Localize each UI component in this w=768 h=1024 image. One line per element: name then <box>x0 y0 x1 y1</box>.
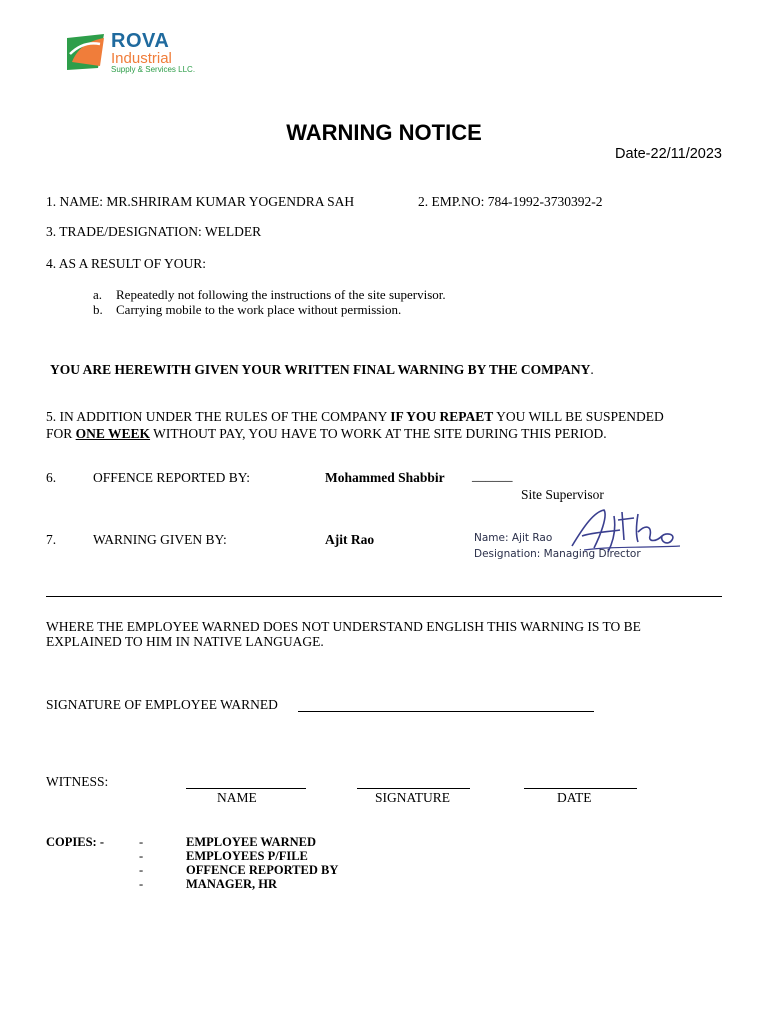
clause-5-text-c: FOR <box>46 426 76 441</box>
signature-name-text: Name: Ajit Rao <box>474 532 553 544</box>
logo-name-subtitle: Supply & Services LLC. <box>111 65 196 74</box>
warning-given-name: Ajit Rao <box>325 532 375 547</box>
clause-5-bold-repeat: IF YOU REPAET <box>390 409 494 424</box>
employee-number: 2. EMP.NO: 784-1992-3730392-2 <box>418 194 603 209</box>
offence-blank-line: ______ <box>472 468 513 483</box>
copies-label: COPIES: - <box>46 835 104 849</box>
signature-designation-text: Designation: Managing Director <box>474 548 641 560</box>
trade-designation: 3. TRADE/DESIGNATION: WELDER <box>46 224 262 239</box>
offence-reporter-name: Mohammed Shabbir <box>325 470 445 485</box>
copies-dash-4: - <box>139 877 144 891</box>
logo-name-rova: ROVA <box>111 30 170 52</box>
logo-emblem <box>64 32 108 72</box>
logo-name-industrial: Industrial <box>111 50 172 67</box>
company-logo <box>64 30 214 78</box>
warning-given-label: WARNING GIVEN BY: <box>93 532 227 547</box>
witness-date-line[interactable] <box>524 788 637 789</box>
copies-dash-2: - <box>139 849 144 863</box>
offence-label: OFFENCE REPORTED BY: <box>93 470 250 485</box>
final-warning-text: YOU ARE HEREWITH GIVEN YOUR WRITTEN FINAL WARNING BY THE COMPANY <box>50 362 591 377</box>
copies-dash-3: - <box>139 863 144 877</box>
document-date: Date-22/11/2023 <box>615 146 722 162</box>
witness-date-caption: DATE <box>557 790 592 805</box>
witness-label: WITNESS: <box>46 774 109 789</box>
final-warning-period: . <box>590 362 594 377</box>
reason-a-marker: a. <box>93 287 103 302</box>
employee-signature-line[interactable] <box>298 711 594 712</box>
warning-given-number: 7. <box>46 532 57 547</box>
reason-b-text: Carrying mobile to the work place without permission. <box>116 302 402 317</box>
employee-signature-label: SIGNATURE OF EMPLOYEE WARNED <box>46 697 278 712</box>
reason-b-marker: b. <box>93 302 103 317</box>
offence-reporter-role: Site Supervisor <box>521 487 604 502</box>
copies-item-employee-file: EMPLOYEES P/FILE <box>186 849 308 863</box>
copies-dash-1: - <box>139 835 144 849</box>
witness-signature-line[interactable] <box>357 788 470 789</box>
language-note-line-2: EXPLAINED TO HIM IN NATIVE LANGUAGE. <box>46 634 324 649</box>
employee-name: 1. NAME: MR.SHRIRAM KUMAR YOGENDRA SAH <box>46 194 355 209</box>
offence-number: 6. <box>46 470 57 485</box>
director-signature-block <box>474 506 684 566</box>
copies-item-employee-warned: EMPLOYEE WARNED <box>186 835 316 849</box>
copies-item-manager-hr: MANAGER, HR <box>186 877 277 891</box>
section-divider <box>46 596 722 597</box>
final-warning-statement <box>50 362 594 378</box>
reason-a-text: Repeatedly not following the instructions of the site supervisor. <box>116 287 446 302</box>
witness-signature-caption: SIGNATURE <box>375 790 451 805</box>
witness-name-caption: NAME <box>217 790 257 805</box>
clause-5-line-2 <box>46 426 607 442</box>
result-heading: 4. AS A RESULT OF YOUR: <box>46 256 207 271</box>
witness-name-line[interactable] <box>186 788 306 789</box>
copies-item-offence-reported-by: OFFENCE REPORTED BY <box>186 863 339 877</box>
clause-5-bold-one-week: ONE WEEK <box>75 426 151 441</box>
document-title: WARNING NOTICE <box>286 120 482 145</box>
clause-5-text-a: 5. IN ADDITION UNDER THE RULES OF THE COMPANY <box>46 409 391 424</box>
clause-5-text-d: WITHOUT PAY, YOU HAVE TO WORK AT THE SITE DURING THIS PERIOD. <box>150 426 607 441</box>
clause-5-text-b: YOU WILL BE SUSPENDED <box>493 409 664 424</box>
language-note-line-1: WHERE THE EMPLOYEE WARNED DOES NOT UNDERSTAND ENGLISH THIS WARNING IS TO BE <box>46 619 641 634</box>
clause-5-line-1 <box>46 409 664 425</box>
